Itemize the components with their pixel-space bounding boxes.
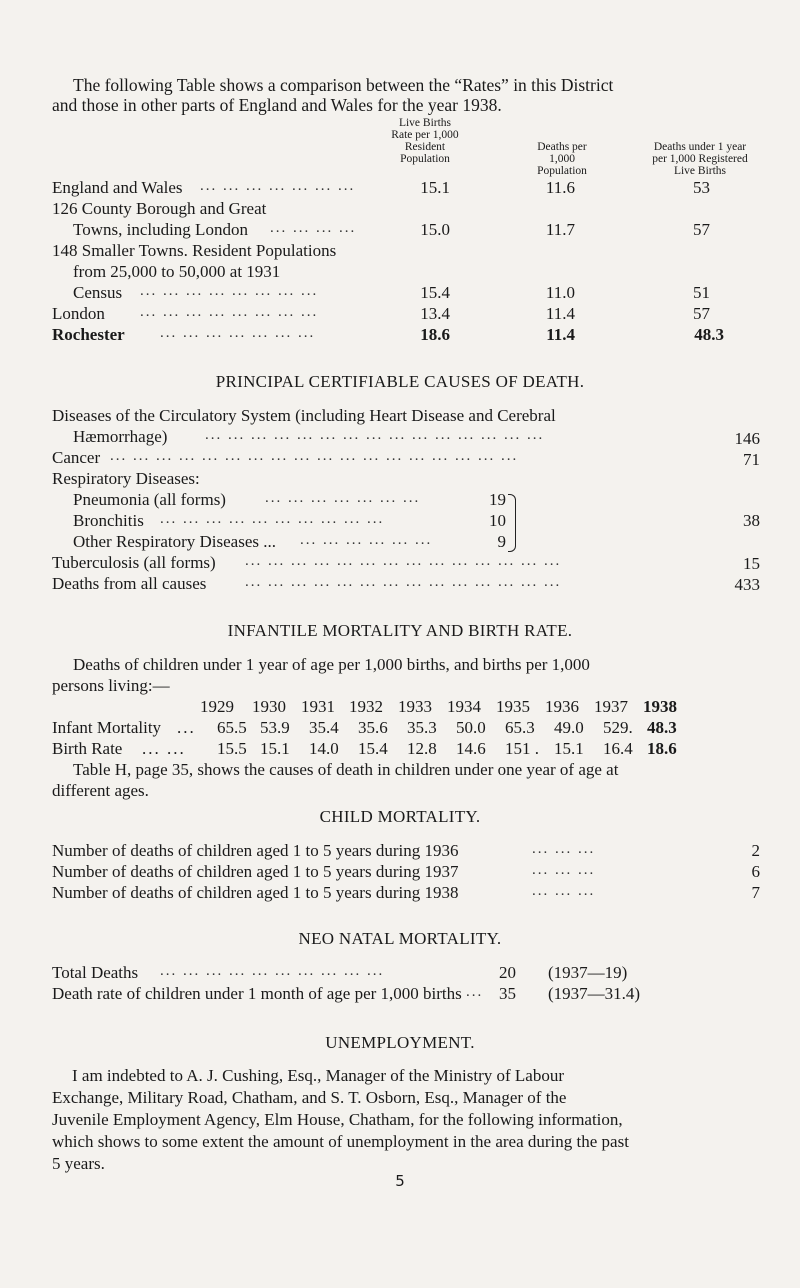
death-rate: 11.4: [545, 304, 575, 323]
death-rate: 11.6: [545, 178, 575, 197]
live-birth-rate: 18.6: [420, 325, 450, 344]
header-infant-deaths: Deaths under 1 year per 1,000 Registered Live Births: [652, 141, 748, 177]
neonatal-rate-label: Death rate of children under 1 month of age per 1,000 births: [52, 984, 462, 1003]
live-birth-rate: 15.1: [420, 178, 450, 197]
neonatal-total-label: Total Deaths: [52, 963, 139, 982]
infantile-intro-2: persons living:—: [52, 676, 170, 695]
cause-other-respiratory-value: 9: [497, 532, 506, 551]
cause-circulatory-line2: Hæmorrhage): [73, 427, 168, 446]
year-header: 1929 1930 1931 1932 1933 1934 1935 1936 1937 1938: [200, 697, 677, 716]
neonatal-rate-previous: (1937—31.4): [548, 984, 641, 1003]
intro-line-2: and those in other parts of England and Wales for the year 1938.: [52, 95, 502, 115]
infantile-intro-1: Deaths of children under 1 year of age per 1,000 births, and births per 1,000: [73, 655, 590, 674]
section-title-unemployment: UNEMPLOYMENT.: [325, 1033, 475, 1052]
cause-other-respiratory: Other Respiratory Diseases ...: [73, 532, 277, 551]
live-birth-rate: 13.4: [420, 304, 450, 323]
infant-death-rate: 57: [693, 304, 710, 323]
row-label: 126 County Borough and Great: [52, 199, 267, 218]
unemployment-para: I am indebted to A. J. Cushing, Esq., Manager of the Ministry of Labour Exchange, Military Road, Chatham, and S. T. Osborn, Esq., Manager of the Juvenile Employment Agency, Elm House, Chatham, for the following information, which shows to some extent the amount of unemployment in the area during the past 5 years.: [52, 1066, 629, 1173]
row-label: Towns, including London: [73, 220, 248, 239]
child-value-1936: 2: [751, 841, 760, 860]
intro-line-1: The following Table shows a comparison between the “Rates” in this District: [73, 75, 614, 95]
infant-mortality-values: 65.5 53.9 35.4 35.6 35.3 50.0 65.3 49.0 529. 48.3: [217, 718, 677, 737]
cause-all-value: 433: [734, 575, 760, 594]
respiratory-brace: [508, 494, 516, 552]
cause-tuberculosis-value: 15: [743, 554, 760, 573]
live-birth-rate: 15.4: [420, 283, 450, 302]
cause-respiratory: Respiratory Diseases:: [52, 469, 200, 488]
table-h-note-1: Table H, page 35, shows the causes of death in children under one year of age at: [73, 760, 619, 779]
cause-pneumonia: Pneumonia (all forms): [73, 490, 226, 509]
infant-mortality-label: Infant Mortality: [52, 718, 162, 737]
cause-cancer-value: 71: [743, 450, 760, 469]
child-row-1936: Number of deaths of children aged 1 to 5 years during 1936: [52, 841, 459, 860]
row-label: from 25,000 to 50,000 at 1931: [73, 262, 281, 281]
row-label-rochester: Rochester: [52, 325, 125, 344]
birth-rate-label: Birth Rate: [52, 739, 123, 758]
child-value-1938: 7: [751, 883, 760, 902]
cause-cancer: Cancer: [52, 448, 101, 467]
child-value-1937: 6: [751, 862, 760, 881]
neonatal-total-value: 20: [499, 963, 516, 982]
page-number: 5: [395, 1172, 405, 1190]
birth-rate-values: 15.5 15.1 14.0 15.4 12.8 14.6 151 . 15.1 16.4 18.6: [217, 739, 677, 758]
cause-bronchitis: Bronchitis: [73, 511, 144, 530]
neonatal-rate-value: 35: [499, 984, 516, 1003]
cause-tuberculosis: Tuberculosis (all forms): [52, 553, 216, 572]
row-label: England and Wales: [52, 178, 183, 197]
section-title-neonatal: NEO NATAL MORTALITY.: [298, 929, 502, 948]
row-label: Census: [73, 283, 123, 302]
live-birth-rate: 15.0: [420, 220, 450, 239]
neonatal-total-previous: (1937—19): [548, 963, 628, 982]
cause-circulatory-line1: Diseases of the Circulatory System (including Heart Disease and Cerebral: [52, 406, 556, 425]
row-label: London: [52, 304, 105, 323]
row-label: 148 Smaller Towns. Resident Populations: [52, 241, 337, 260]
death-rate: 11.7: [545, 220, 575, 239]
cause-respiratory-total: 38: [743, 511, 760, 530]
table-h-note-2: different ages.: [52, 781, 149, 800]
child-row-1937: Number of deaths of children aged 1 to 5 years during 1937: [52, 862, 459, 881]
infant-death-rate: 57: [693, 220, 710, 239]
header-deaths: Deaths per 1,000 Population: [537, 141, 587, 177]
section-title-child: CHILD MORTALITY.: [319, 807, 481, 826]
document-page: The following Table shows a comparison between the “Rates” in this District and those in other parts of England and Wales for the year 1938. Live Births Rate per 1,000 Resident Population Deaths per 1,000 Population Deaths under 1 year per 1,000 Registered Live Births England and Wales ... ... ... ... ... ... ... 15.1 11.6 53 126 County Borough and Great Towns, including London ... ... ... ... 15.0 11.7 57 148 Smaller Towns. Resident Populations from 25,000 to 50,000 at 1931 Census ... ... ... ... ... ... ... ... 15.4 11.0 51 London ... ... ... ... ... ... ... ... 13.4 11.4 57 Rochester ... ... ... ... ... ... ... 18.6 11.4 48.3 PRINCIPAL CERTIFIABLE CAUSES OF DEATH. Diseases of the Circulatory System (including Heart Disease and Cerebral Hæmorrhage) ... ... ... ... ... ... ... ... ... ... ... ... ... ... ... 146 Cancer ... ... ... ... ... ... ... ... ... ... ... ... ... ... ... ... ... ... 71 Respiratory Diseases: Pneumonia (all forms) ... ... ... ... ... ... ... 19 Bronchitis ... ... ... ... ... ... ... ... ... ... 10 Other Respiratory Diseases ... ... ... ... ... ... ... 9 38 Tuberculosis (all forms) ... ... ... ... ... ... ... ... ... ... ... ... ... ... 15 Deaths from all causes ... ... ... ... ... ... ... ... ... ... ... ... ... ... 433 INFANTILE MORTALITY AND BIRTH RATE. Deaths of children under 1 year of age per 1,000 births, and births per 1,000 persons living:— 1929 1930 1931 1932 1933 1934 1935 1936 1937 1938 Infant Mortality ... 65.5 53.9 35.4 35.6 35.3 50.0 65.3 49.0 529. 48.3 Birth Rate ... ... 15.5 15.1 14.0 15.4 12.8 14.6 151 . 15.1 16.4 18.6 Table H, page 35, shows the causes of death in children under one year of age at different ages. CHILD MORTALITY. Number of deaths of children aged 1 to 5 years during 1936 ... ... ... 2 Number of deaths of children aged 1 to 5 years during 1937 ... ... ... 6 Number of deaths of children aged 1 to 5 years during 1938 ... ... ... 7 NEO NATAL MORTALITY. Total Deaths ... ... ... ... ... ... ... ... ... ... 20 (1937—19) Death rate of children under 1 month of age per 1,000 births ... 35 (1937—31.4) UNEMPLOYMENT. I am indebted to A. J. Cushing, Esq., Manager of the Ministry of Labour Exchange, Military Road, Chatham, and S. T. Osborn, Esq., Manager of the Juvenile Employment Agency, Elm House, Chatham, for the following information, which shows to some extent the amount of unemployment in the area during the past 5 years. 5: [0, 0, 800, 1288]
cause-circulatory-value: 146: [734, 429, 760, 448]
header-live-births: Live Births Rate per 1,000 Resident Population: [391, 117, 459, 165]
cause-pneumonia-value: 19: [489, 490, 506, 509]
cause-bronchitis-value: 10: [489, 511, 506, 530]
section-title-causes: PRINCIPAL CERTIFIABLE CAUSES OF DEATH.: [215, 372, 585, 391]
death-rate: 11.4: [546, 325, 575, 344]
infant-death-rate: 51: [693, 283, 710, 302]
section-title-infantile: INFANTILE MORTALITY AND BIRTH RATE.: [227, 621, 573, 640]
infant-death-rate: 53: [693, 178, 710, 197]
infant-death-rate: 48.3: [694, 325, 724, 344]
cause-all: Deaths from all causes: [52, 574, 207, 593]
child-row-1938: Number of deaths of children aged 1 to 5 years during 1938: [52, 883, 459, 902]
death-rate: 11.0: [545, 283, 575, 302]
